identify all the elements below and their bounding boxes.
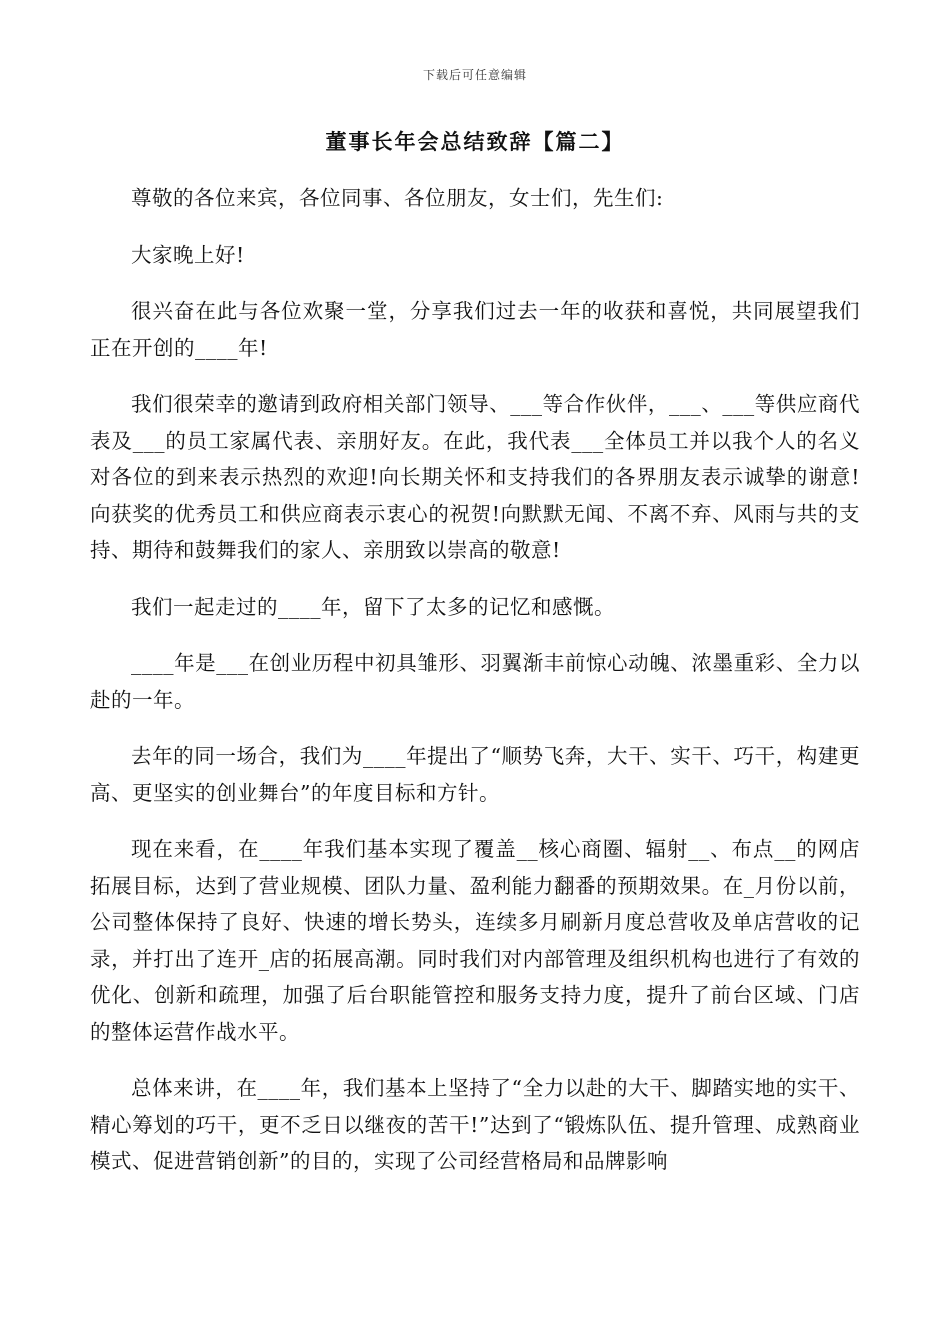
header-note: 下载后可任意编辑 [422,68,527,82]
paragraph-last-year-goal: 去年的同一场合，我们为____年提出了“顺势飞奔，大干、实干、巧干，构建更高、更坚实的创业舞台”的年度目标和方针。 [90,744,860,805]
paragraph-good-evening: 大家晚上好! [131,242,245,267]
document-title: 董事长年会总结致辞【篇二】 [325,129,625,154]
paragraph-greeting: 尊敬的各位来宾，各位同事、各位朋友，女士们，先生们: [131,186,664,210]
paragraph-summary: 总体来讲，在____年，我们基本上坚持了“全力以赴的大干、脚踏实地的实干、精心筹划的巧干，更不乏日以继夜的苦干!”达到了“锻炼队伍、提升管理、成熟商业模式、促进营销创新”的目的，实现了公司经营格局和品牌影响 [90,1076,860,1173]
paragraph-opening: 很兴奋在此与各位欢聚一堂，分享我们过去一年的收获和喜悦，共同展望我们正在开创的____年! [90,299,860,360]
paragraph-year-review: ____年是___在创业历程中初具雏形、羽翼渐丰前惊心动魄、浓墨重彩、全力以赴的一年。 [90,651,860,712]
paragraph-welcome: 我们很荣幸的邀请到政府相关部门领导、___等合作伙伴，___、___等供应商代表及___的员工家属代表、亲朋好友。在此，我代表___全体员工并以我个人的名义对各位的到来表示热烈的欢迎!向长期关怀和支持我们的各界朋友表示诚挚的谢意!向获奖的优秀员工和供应商表示衷心的祝贺!向默默无闻、不离不弃、风雨与共的支持、期待和鼓舞我们的家人、亲朋致以崇高的敬意! [90,392,860,562]
paragraph-achievements: 现在来看，在____年我们基本实现了覆盖__核心商圈、辐射__、布点__的网店拓展目标，达到了营业规模、团队力量、盈利能力翻番的预期效果。在_月份以前，公司整体保持了良好、快速的增长势头，连续多月刷新月度总营收及单店营收的记录，并打出了连开_店的拓展高潮。同时我们对内部管理及组织机构也进行了有效的优化、创新和疏理，加强了后台职能管控和服务支持力度，提升了前台区域、门店的整体运营作战水平。 [90,837,860,1044]
document-body [90,180,860,1200]
paragraph-memories: 我们一起走过的____年，留下了太多的记忆和感慨。 [131,594,615,619]
